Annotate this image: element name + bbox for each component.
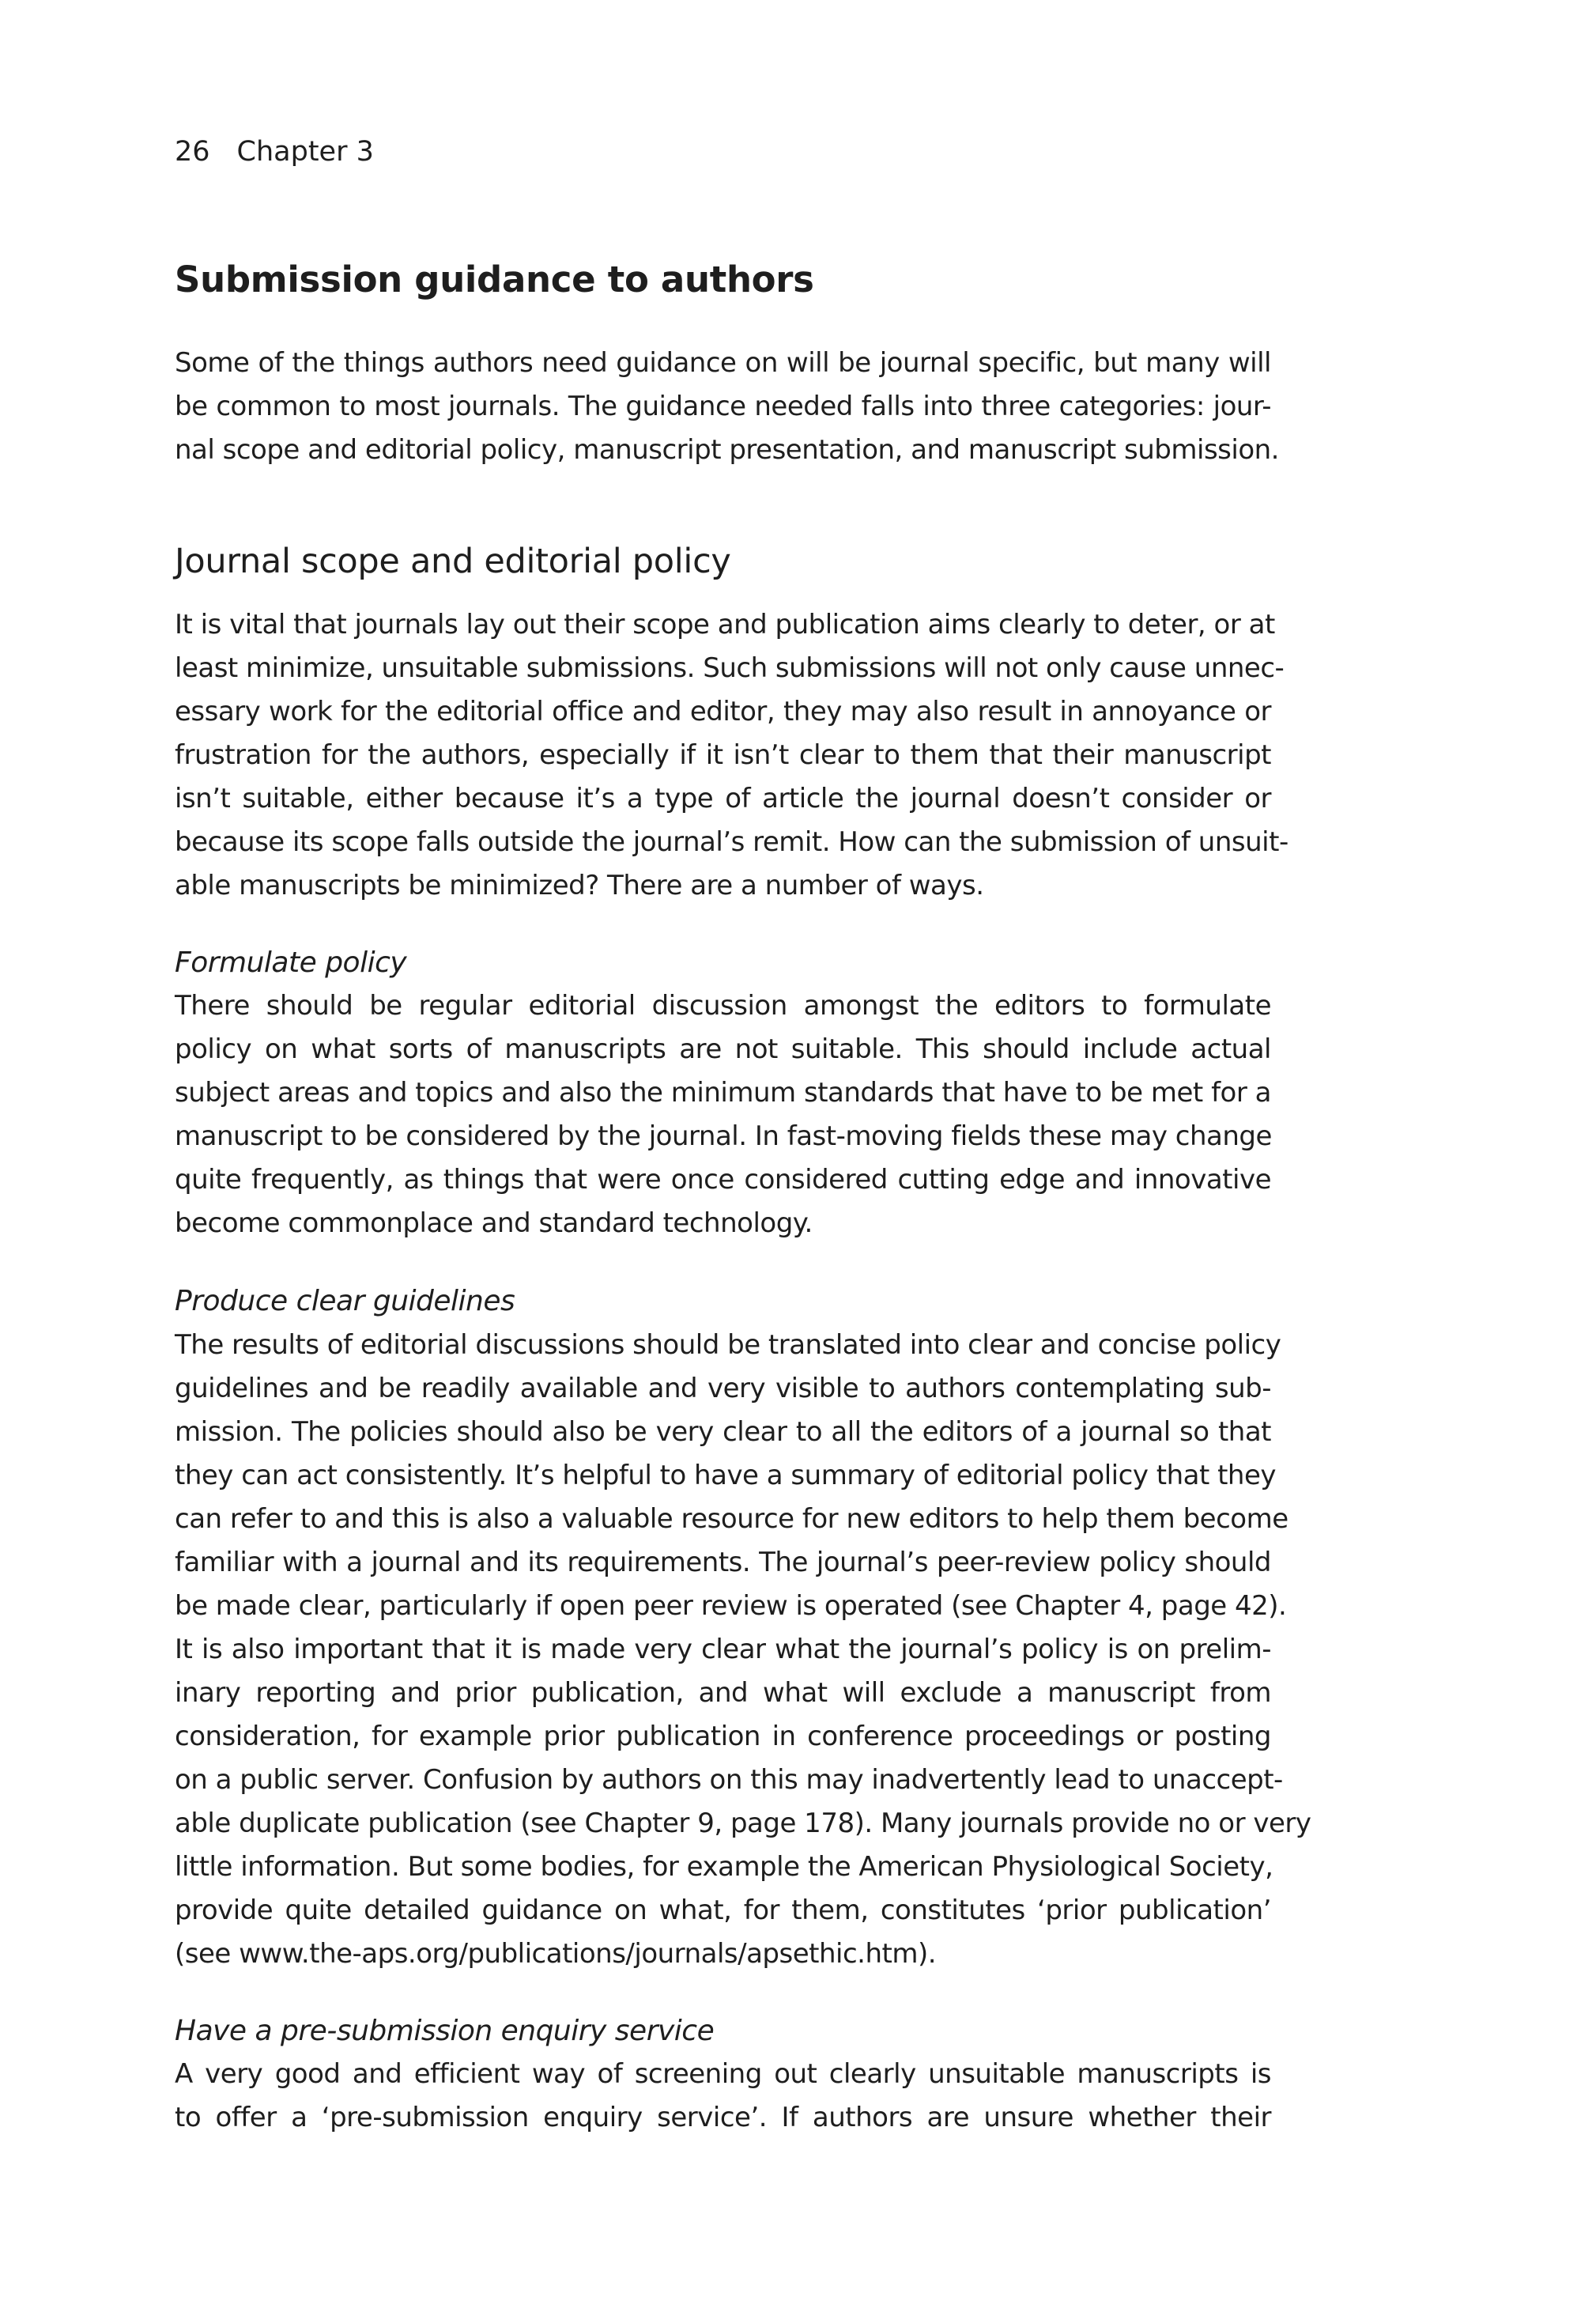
text-line: least minimize, unsuitable submissions. Such submissions will not only cause unnec- — [175, 652, 1285, 684]
text-line: to offer a ‘pre-submission enquiry service’. If authors are unsure whether their — [175, 2102, 1271, 2133]
text-line: they can act consistently. It’s helpful to have a summary of editorial policy that they — [175, 1460, 1277, 1491]
text-line: quite frequently, as things that were once considered cutting edge and innovative — [175, 1164, 1271, 1196]
running-head — [175, 134, 374, 169]
text-line: able duplicate publication (see Chapter 9, page 178). Many journals provide no or very — [175, 1808, 1311, 1839]
text-line: on a public server. Confusion by authors on this may inadvertently lead to unaccept- — [175, 1764, 1283, 1796]
text-line: mission. The policies should also be very clear to all the editors of a journal so that — [175, 1416, 1271, 1448]
text-line: isn’t suitable, either because it’s a type of article the journal doesn’t consider or — [175, 783, 1271, 814]
chapter-label: Chapter 3 — [236, 136, 374, 168]
text-line: guidelines and be readily available and very visible to authors contemplating sub- — [175, 1373, 1271, 1404]
text-line: manuscript to be considered by the journal. In fast-moving fields these may change — [175, 1120, 1272, 1152]
text-line: It is also important that it is made very clear what the journal’s policy is on prelim- — [175, 1634, 1271, 1665]
section-title: Submission guidance to authors — [175, 259, 814, 300]
subheading-formulate-policy: Formulate policy — [175, 946, 407, 979]
text-line: subject areas and topics and also the minimum standards that have to be met for a — [175, 1077, 1271, 1109]
text-line: frustration for the authors, especially if it isn’t clear to them that their manuscript — [175, 739, 1271, 771]
scope-paragraph — [175, 603, 1288, 908]
text-line: little information. But some bodies, for example the American Physiological Society, — [175, 1851, 1273, 1883]
intro-paragraph — [175, 342, 1279, 472]
subheading-clear-guidelines: Produce clear guidelines — [175, 1285, 515, 1317]
clear-guidelines-paragraph — [175, 1324, 1311, 1976]
page-number: 26 — [175, 136, 210, 168]
text-line: able manuscripts be minimized? There are a number of ways. — [175, 870, 984, 901]
text-line: A very good and efficient way of screening out clearly unsuitable manuscripts is — [175, 2058, 1271, 2090]
text-line: policy on what sorts of manuscripts are not suitable. This should include actual — [175, 1033, 1271, 1065]
text-line: nal scope and editorial policy, manuscript presentation, and manuscript submission. — [175, 434, 1279, 466]
text-line: be common to most journals. The guidance needed falls into three categories: jour- — [175, 391, 1271, 422]
text-line: consideration, for example prior publication in conference proceedings or posting — [175, 1721, 1271, 1752]
text-line: familiar with a journal and its requirements. The journal’s peer-review policy should — [175, 1547, 1271, 1578]
text-line: inary reporting and prior publication, and what will exclude a manuscript from — [175, 1677, 1271, 1709]
subsection-title: Journal scope and editorial policy — [175, 542, 731, 581]
subheading-pre-submission: Have a pre-submission enquiry service — [175, 2015, 715, 2047]
text-line: essary work for the editorial office and editor, they may also result in annoyance or — [175, 696, 1271, 727]
text-line: be made clear, particularly if open peer review is operated (see Chapter 4, page 42). — [175, 1590, 1287, 1622]
formulate-policy-paragraph — [175, 984, 1271, 1245]
text-line: It is vital that journals lay out their scope and publication aims clearly to deter, or at — [175, 609, 1275, 640]
text-line: can refer to and this is also a valuable resource for new editors to help them become — [175, 1503, 1288, 1535]
text-line: become commonplace and standard technology. — [175, 1207, 813, 1239]
text-line: Some of the things authors need guidance on will be journal specific, but many will — [175, 347, 1271, 379]
text-line: There should be regular editorial discussion amongst the editors to formulate — [175, 990, 1271, 1022]
text-line: because its scope falls outside the journal’s remit. How can the submission of unsuit- — [175, 826, 1288, 858]
text-line: provide quite detailed guidance on what, for them, constitutes ‘prior publication’ — [175, 1895, 1271, 1926]
text-line: The results of editorial discussions should be translated into clear and concise policy — [175, 1329, 1281, 1361]
text-line: (see www.the-aps.org/publications/journals/apsethic.htm). — [175, 1938, 937, 1970]
pre-submission-paragraph — [175, 2053, 1271, 2140]
